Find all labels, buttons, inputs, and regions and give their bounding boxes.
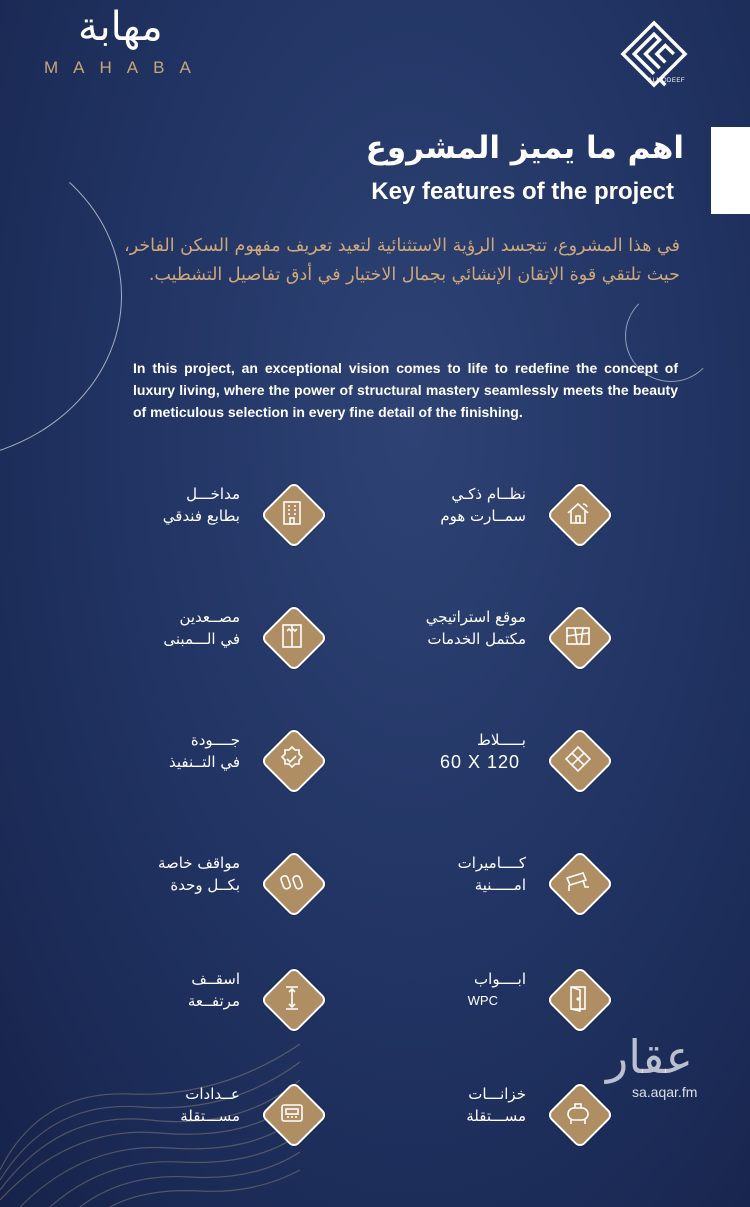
feature-doors-line1: ابــــواب xyxy=(474,970,526,988)
door-icon xyxy=(563,983,593,1013)
feature-tanks-line1: خزانـــات xyxy=(468,1085,526,1103)
feature-tiles-line1: بـــــلاط xyxy=(477,731,526,749)
feature-tiles-size: 60 X 120 xyxy=(439,752,520,772)
smart-home-icon xyxy=(563,498,593,528)
feature-ceilings xyxy=(0,966,340,1036)
title-arabic: اهم ما يميز المشروع xyxy=(365,130,684,166)
water-tank-icon xyxy=(563,1098,593,1128)
car-parking-icon xyxy=(277,867,307,897)
feature-tanks-line2: مســـتقلة xyxy=(466,1107,526,1125)
feature-meters-line2: مســـتقلة xyxy=(180,1107,240,1125)
feature-meters-line1: عــدادات xyxy=(185,1085,240,1103)
feature-smart-home-line2: سمــارت هوم xyxy=(440,507,526,525)
feature-cameras-line2: امـــــنية xyxy=(474,876,526,894)
feature-hotel-entrances-line2: بطابع فندقي xyxy=(162,507,240,525)
logo-arabic: مهابة xyxy=(78,4,163,50)
feature-elevators-line1: مصــعدين xyxy=(179,608,240,626)
feature-elevators xyxy=(0,604,340,674)
feature-quality xyxy=(0,727,340,797)
feature-parking-line1: مواقف خاصة xyxy=(157,854,240,872)
feature-smart-home-line1: نظــام ذكـي xyxy=(451,485,526,503)
feature-parking xyxy=(0,850,340,920)
feature-parking-line2: بكــل وحدة xyxy=(170,876,240,894)
feature-cameras-line1: كــــاميرات xyxy=(457,854,526,872)
feature-elevators-line2: في الـــمبنى xyxy=(163,630,240,648)
feature-meters xyxy=(0,1081,340,1151)
map-icon xyxy=(563,621,593,651)
feature-quality-line1: جــــودة xyxy=(190,731,240,749)
watermark-url: sa.aqar.fm xyxy=(632,1084,698,1100)
decorative-arc xyxy=(0,130,122,462)
feature-hotel-entrances xyxy=(0,481,340,551)
feature-location-line1: موقع استراتيجي xyxy=(425,608,526,626)
accent-bar xyxy=(711,127,750,214)
building-icon xyxy=(277,498,307,528)
feature-ceilings-line1: اسقــف xyxy=(191,970,240,988)
title-english: Key features of the project xyxy=(371,178,674,205)
tiles-icon xyxy=(563,744,593,774)
brand-mark-label: ALMODEEF xyxy=(648,78,686,84)
elevator-icon xyxy=(277,621,307,651)
feature-hotel-entrances-line1: مداخـــل xyxy=(186,485,240,503)
logo-latin: MAHABA xyxy=(44,58,206,77)
watermark-arabic: عقار xyxy=(606,1030,693,1084)
feature-quality-line2: في التــنفيذ xyxy=(168,753,240,771)
feature-ceilings-line2: مرتفــعة xyxy=(187,992,240,1010)
quality-badge-icon xyxy=(277,744,307,774)
security-camera-icon xyxy=(563,867,593,897)
feature-location-line2: مكتمل الخدمات xyxy=(427,630,526,648)
feature-doors-line2: WPC xyxy=(467,993,498,1008)
meter-icon xyxy=(277,1098,307,1128)
intro-paragraph-arabic: في هذا المشروع، تتجسد الرؤية الاستثنائية لتعيد تعريف مفهوم السكن الفاخر، حيث تلتقي قوة الإتقان الإنشائي بجمال الاختيار في أدق تفاصيل التشطيب. xyxy=(124,236,680,285)
intro-paragraph-english: In this project, an exceptional vision comes to life to redefine the concept of luxury living, where the power of structural mastery seamlessly meets the beauty of meticulous selection in every fine detail of the finishing. xyxy=(133,360,678,420)
ceiling-height-icon xyxy=(277,983,307,1013)
